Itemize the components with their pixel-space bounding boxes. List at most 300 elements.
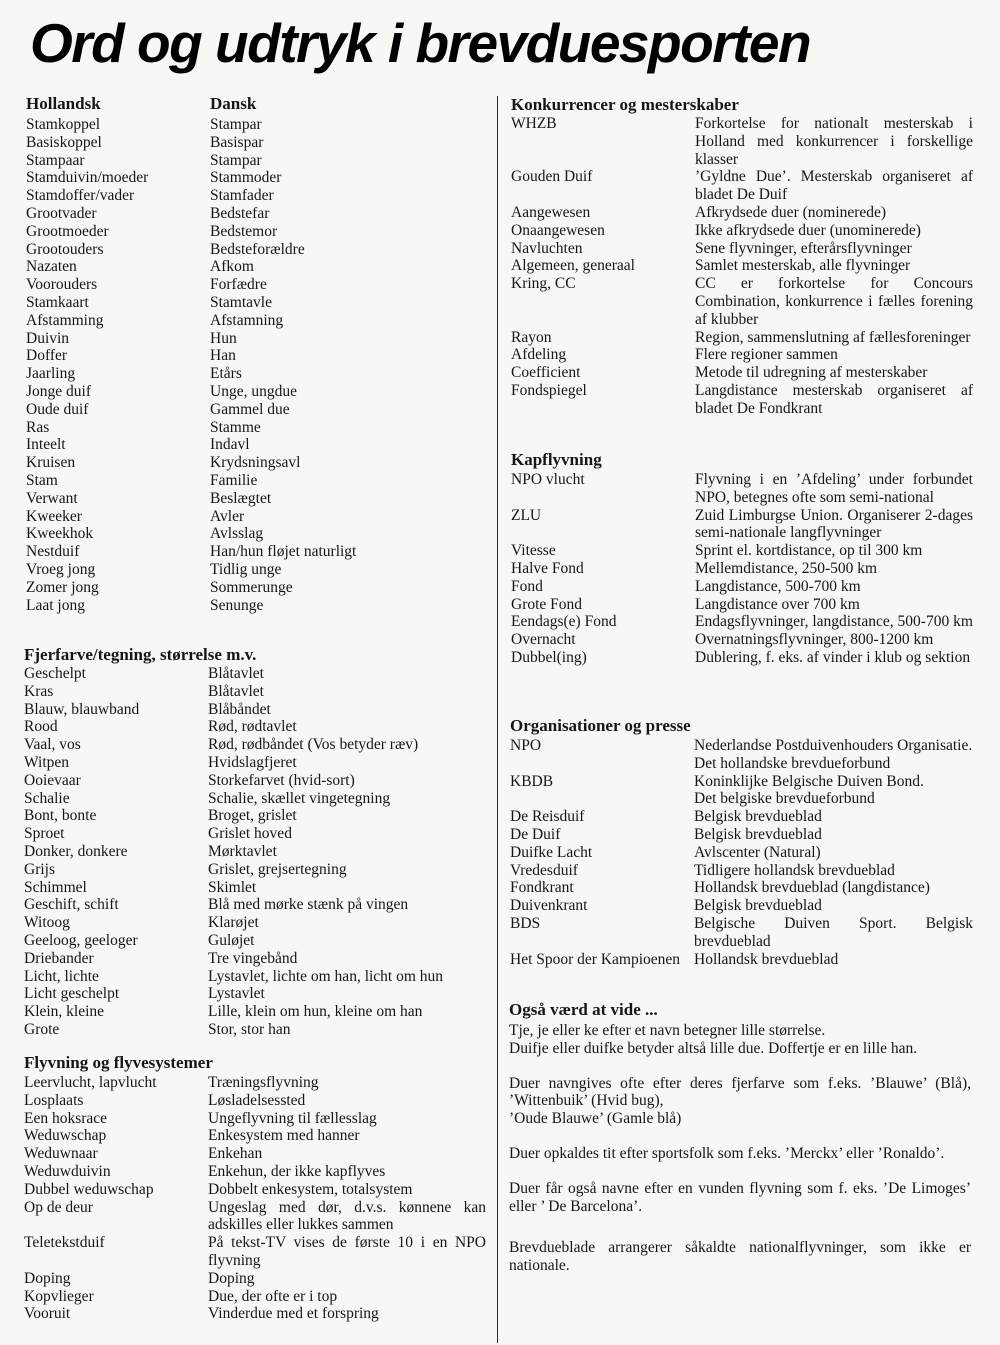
danish-term: Han/hun fløjet naturligt bbox=[210, 543, 357, 561]
paragraph: Brevdueblade arrangerer såkaldte nationalflyvninger, som ikke er nationale. bbox=[509, 1239, 971, 1275]
danish-term: Storkefarvet (hvid-sort) bbox=[208, 771, 355, 789]
page-title: Ord og udtryk i brevduesporten bbox=[30, 12, 811, 74]
term-row bbox=[26, 258, 486, 276]
dutch-term: Kopvlieger bbox=[24, 1287, 94, 1305]
fjerfarve-section bbox=[24, 644, 486, 1039]
term-row bbox=[24, 1288, 486, 1306]
dutch-term: Grijs bbox=[24, 860, 55, 878]
danish-term: Belgisk brevdueblad bbox=[694, 825, 822, 843]
danish-term: Rød, rødbåndet (Vos betyder ræv) bbox=[208, 736, 419, 754]
danish-term: Belgisk brevdueblad bbox=[694, 808, 822, 826]
danish-term: Stampar bbox=[210, 116, 262, 133]
term-row bbox=[24, 825, 486, 843]
dutch-term: Grootvader bbox=[26, 204, 97, 222]
danish-term: Stampar bbox=[210, 151, 262, 169]
danish-term: Stor, stor han bbox=[208, 1020, 291, 1038]
term-row bbox=[24, 1021, 486, 1039]
dutch-term: Nestduif bbox=[26, 543, 80, 561]
dutch-term: Duivin bbox=[26, 329, 70, 347]
dutch-term: Stamdoffer/vader bbox=[26, 187, 135, 205]
danish-term: Skimlet bbox=[208, 878, 257, 896]
dutch-term: WHZB bbox=[511, 115, 557, 132]
dutch-term: De Duif bbox=[510, 825, 561, 843]
dutch-term: Licht, lichte bbox=[24, 967, 99, 985]
danish-term: Ungeflyvning til fællesslag bbox=[208, 1109, 377, 1127]
dutch-term: Gouden Duif bbox=[511, 168, 593, 186]
term-row bbox=[511, 578, 973, 596]
term-row bbox=[511, 596, 973, 614]
danish-term: Overnatningsflyvninger, 800-1200 km bbox=[695, 631, 934, 649]
dutch-term: NPO bbox=[510, 737, 542, 754]
danish-term: Doping bbox=[208, 1269, 255, 1287]
term-row bbox=[26, 436, 486, 454]
dutch-term: BDS bbox=[510, 914, 541, 932]
dutch-term: Nazaten bbox=[26, 258, 77, 276]
danish-term: Tidligere hollandsk brevdueblad bbox=[694, 861, 895, 879]
term-row bbox=[26, 312, 486, 330]
danish-term: Koninklijke Belgische Duiven Bond. Det belgiske brevdueforbund bbox=[694, 772, 924, 808]
term-row bbox=[26, 401, 486, 419]
danish-term: Guløjet bbox=[208, 931, 255, 949]
term-row bbox=[511, 275, 973, 328]
dutch-term: Weduwschap bbox=[24, 1127, 107, 1145]
danish-term: Nederlandse Postduivenhouders Organisatie. Det hollandske brevdueforbund bbox=[694, 737, 973, 772]
dutch-term: Onaangewesen bbox=[511, 221, 605, 239]
danish-term: Avlsslag bbox=[210, 525, 264, 543]
term-row bbox=[26, 454, 486, 472]
dutch-term: Kweeker bbox=[26, 507, 82, 525]
danish-term: Schalie, skællet vingetegning bbox=[208, 789, 391, 807]
danish-term: Langdistance, 500-700 km bbox=[695, 577, 861, 595]
term-row bbox=[511, 649, 973, 667]
term-row bbox=[26, 579, 486, 597]
dutch-term: Weduwnaar bbox=[24, 1145, 98, 1163]
dutch-term: Eendags(e) Fond bbox=[511, 613, 617, 631]
term-row bbox=[24, 754, 486, 772]
term-row bbox=[24, 1305, 486, 1323]
dutch-term: Halve Fond bbox=[511, 559, 584, 577]
term-row bbox=[26, 525, 486, 543]
dutch-term: Het Spoor der Kampioenen bbox=[510, 950, 681, 968]
term-row bbox=[511, 613, 973, 631]
danish-term: Flere regioner sammen bbox=[695, 346, 838, 364]
dutch-term: Jaarling bbox=[26, 365, 76, 383]
term-row bbox=[24, 683, 486, 701]
dutch-term: Doping bbox=[24, 1269, 71, 1287]
organisationer-heading: Organisationer og presse bbox=[510, 716, 691, 735]
dutch-term: Kweekhok bbox=[26, 525, 94, 543]
danish-term: Broget, grislet bbox=[208, 807, 297, 825]
dutch-term: Inteelt bbox=[26, 436, 66, 454]
danish-term: Sommerunge bbox=[210, 578, 293, 596]
term-row bbox=[26, 597, 486, 615]
term-list bbox=[24, 1074, 486, 1323]
danish-term: Langdistance over 700 km bbox=[695, 595, 860, 613]
danish-term: Klarøjet bbox=[208, 914, 259, 932]
danish-term: Afkom bbox=[210, 258, 254, 276]
term-row bbox=[24, 896, 486, 914]
term-row bbox=[510, 844, 973, 862]
danish-term: Endagsflyvninger, langdistance, 500-700 km bbox=[695, 613, 973, 631]
term-row bbox=[26, 134, 486, 152]
danish-term: Lystavlet, lichte om han, licht om hun bbox=[208, 967, 444, 985]
term-row bbox=[26, 116, 486, 134]
danish-term: Blåbåndet bbox=[208, 700, 271, 718]
dutch-term: Doffer bbox=[26, 347, 68, 365]
term-row bbox=[26, 508, 486, 526]
danish-term: Dobbelt enkesystem, totalsystem bbox=[208, 1180, 413, 1198]
danish-term: Stamtavle bbox=[210, 293, 272, 311]
dutch-term: Schimmel bbox=[24, 878, 87, 896]
danish-term: Stamfader bbox=[210, 187, 274, 205]
danish-term: Samlet mesterskab, alle flyvninger bbox=[695, 257, 911, 275]
term-row bbox=[510, 862, 973, 880]
dutch-term: Klein, kleine bbox=[24, 1003, 105, 1021]
dutch-term: Geeloog, geeloger bbox=[24, 931, 138, 949]
term-list bbox=[510, 737, 973, 968]
term-row bbox=[24, 968, 486, 986]
term-row bbox=[511, 204, 973, 222]
term-list bbox=[26, 116, 486, 614]
flyvning-heading: Flyvning og flyvesystemer bbox=[24, 1053, 213, 1072]
term-row bbox=[511, 115, 973, 168]
dutch-term: Afdeling bbox=[511, 346, 567, 364]
danish-term: Enkehan bbox=[208, 1145, 263, 1163]
term-row bbox=[24, 718, 486, 736]
danish-term: Basispar bbox=[210, 133, 264, 151]
dutch-term: Verwant bbox=[26, 489, 78, 507]
term-row bbox=[24, 932, 486, 950]
dutch-term: Weduwduivin bbox=[24, 1162, 111, 1180]
term-row bbox=[24, 843, 486, 861]
term-row bbox=[24, 665, 486, 683]
term-row bbox=[511, 507, 973, 543]
term-row bbox=[510, 897, 973, 915]
dutch-term: Algemeen, generaal bbox=[511, 257, 635, 275]
danish-term: Dublering, f. eks. af vinder i klub og sektion bbox=[695, 648, 971, 666]
danish-term: Gammel due bbox=[210, 400, 290, 418]
danish-term: Blå med mørke stænk på vingen bbox=[208, 896, 409, 914]
term-row bbox=[24, 1270, 486, 1288]
danish-term: Belgisk brevdueblad bbox=[694, 897, 822, 915]
kapflyvning-section bbox=[511, 449, 973, 667]
term-row bbox=[24, 1110, 486, 1128]
term-row bbox=[510, 915, 973, 951]
dutch-term: Kring, CC bbox=[511, 275, 576, 293]
term-row bbox=[511, 382, 973, 418]
dutch-term: Fondkrant bbox=[510, 879, 574, 897]
konkurrencer-section bbox=[511, 94, 973, 418]
dutch-term: Schalie bbox=[24, 789, 70, 807]
danish-term: Metode til udregning af mesterskaber bbox=[695, 364, 928, 382]
dutch-term: Stamkaart bbox=[26, 293, 89, 311]
dutch-term: Een hoksrace bbox=[24, 1109, 108, 1127]
dutch-term: Kras bbox=[24, 682, 54, 700]
term-row bbox=[26, 241, 486, 259]
danish-term: Avler bbox=[210, 507, 245, 525]
danish-term: Tre vingebånd bbox=[208, 949, 298, 967]
danish-term: Beslægtet bbox=[210, 489, 272, 507]
danish-term: Sprint el. kortdistance, op til 300 km bbox=[695, 542, 923, 560]
dutch-term: Navluchten bbox=[511, 239, 583, 257]
danish-term: Ikke afkrydsede duer (unominerede) bbox=[695, 221, 921, 239]
dutch-term: Laat jong bbox=[26, 596, 85, 614]
term-row bbox=[26, 347, 486, 365]
term-row bbox=[26, 169, 486, 187]
term-row bbox=[24, 879, 486, 897]
danish-term: ’Gyldne Due’. Mesterskab organiseret af bladet De Duif bbox=[695, 168, 973, 204]
hollandsk-heading: Hollandsk bbox=[26, 94, 101, 113]
danish-term: Vinderdue med et forspring bbox=[208, 1305, 379, 1323]
danish-term: Rød, rødtavlet bbox=[208, 718, 297, 736]
paragraph: Duer får også navne efter en vunden flyvning som f. eks. ’De Limoges’ eller ’ De Barcelona’. bbox=[509, 1179, 971, 1215]
term-row bbox=[26, 152, 486, 170]
danish-term: Indavl bbox=[210, 436, 250, 454]
term-row bbox=[26, 276, 486, 294]
dutch-term: Geschelpt bbox=[24, 665, 86, 682]
danish-term: Senunge bbox=[210, 596, 264, 614]
dutch-term: Licht geschelpt bbox=[24, 985, 120, 1003]
term-row bbox=[510, 737, 973, 773]
dutch-term: Witoog bbox=[24, 914, 70, 932]
dutch-term: NPO vlucht bbox=[511, 471, 585, 488]
dutch-term: Oude duif bbox=[26, 400, 89, 418]
danish-term: Mellemdistance, 250-500 km bbox=[695, 559, 878, 577]
term-row bbox=[511, 168, 973, 204]
term-row bbox=[511, 222, 973, 240]
term-row bbox=[511, 346, 973, 364]
paragraph: Duer navngives ofte efter deres fjerfarve som f.eks. ’Blauwe’ (Blå), ’Wittenbuik’ (Hvid bug), ’Oude Blauwe’ (Gamle blå) bbox=[509, 1074, 971, 1128]
term-row bbox=[511, 257, 973, 275]
ogsaa-heading: Også værd at vide ... bbox=[509, 1000, 658, 1019]
term-row bbox=[24, 1234, 486, 1270]
danish-term: Bedstemor bbox=[210, 222, 278, 240]
term-row bbox=[26, 223, 486, 241]
danish-term: Afkrydsede duer (nominerede) bbox=[695, 203, 887, 221]
dutch-term: Rood bbox=[24, 718, 58, 736]
dutch-term: Vaal, vos bbox=[24, 736, 81, 754]
dutch-term: Stamkoppel bbox=[26, 116, 101, 133]
dutch-term: Duifke Lacht bbox=[510, 843, 593, 861]
term-row bbox=[511, 560, 973, 578]
dutch-term: Grootmoeder bbox=[26, 222, 109, 240]
dutch-term: Geschift, schift bbox=[24, 896, 119, 914]
dutch-term: Duivenkrant bbox=[510, 897, 588, 915]
dutch-term: Voorouders bbox=[26, 276, 98, 294]
danish-term: Bedsteforældre bbox=[210, 240, 305, 258]
dutch-term: Bont, bonte bbox=[24, 807, 97, 825]
term-row bbox=[26, 490, 486, 508]
danish-term: Zuid Limburgse Union. Organiserer 2-dages semi-nationale langflyvninger bbox=[695, 506, 973, 542]
danish-term: Grislet hoved bbox=[208, 825, 292, 843]
term-row bbox=[510, 773, 973, 809]
organisationer-section bbox=[510, 715, 973, 968]
danish-term: På tekst-TV vises de første 10 i en NPO flyvning bbox=[208, 1234, 486, 1269]
danish-term: Afstamning bbox=[210, 311, 284, 329]
term-row bbox=[26, 561, 486, 579]
danish-term: Hvidslagfjeret bbox=[208, 753, 297, 771]
dutch-term: Rayon bbox=[511, 328, 552, 346]
ogsaa-section bbox=[509, 999, 971, 1275]
dutch-term: Jonge duif bbox=[26, 382, 92, 400]
danish-term: Flyvning i en ’Afdeling’ under forbundet NPO, betegnes ofte som semi-national bbox=[695, 471, 973, 506]
danish-term: Forkortelse for nationalt mesterskab i Holland med konkurrencer i forskellige klasser bbox=[695, 115, 973, 168]
term-row bbox=[24, 1181, 486, 1199]
dutch-term: Kruisen bbox=[26, 454, 76, 472]
term-row bbox=[24, 807, 486, 825]
fjerfarve-heading: Fjerfarve/tegning, størrelse m.v. bbox=[24, 645, 257, 664]
dutch-term: Blauw, blauwband bbox=[24, 700, 140, 718]
term-row bbox=[510, 951, 973, 969]
konkurrencer-heading: Konkurrencer og mesterskaber bbox=[511, 95, 739, 114]
danish-term: Grislet, grejsertegning bbox=[208, 860, 347, 878]
danish-term: Han bbox=[210, 347, 236, 365]
dutch-term: Fondspiegel bbox=[511, 381, 587, 399]
dutch-term: De Reisduif bbox=[510, 808, 585, 826]
term-row bbox=[24, 1003, 486, 1021]
term-row bbox=[511, 364, 973, 382]
danish-term: Familie bbox=[210, 471, 258, 489]
danish-term: Avlscenter (Natural) bbox=[694, 843, 821, 861]
dutch-term: Vroeg jong bbox=[26, 560, 96, 578]
dutch-term: Ras bbox=[26, 418, 50, 436]
term-list bbox=[511, 471, 973, 667]
term-row bbox=[24, 950, 486, 968]
paragraph: Duer opkaldes tit efter sportsfolk som f.eks. ’Merckx’ eller ’Ronaldo’. bbox=[509, 1144, 945, 1162]
term-row bbox=[24, 1199, 486, 1235]
dutch-term: ZLU bbox=[511, 506, 542, 524]
term-row bbox=[511, 240, 973, 258]
term-row bbox=[24, 1163, 486, 1181]
term-row bbox=[24, 1092, 486, 1110]
column-divider bbox=[497, 96, 498, 1343]
term-row bbox=[510, 826, 973, 844]
danish-term: Etårs bbox=[210, 365, 242, 383]
danish-term: Hollandsk brevdueblad bbox=[694, 950, 839, 968]
danish-term: Lystavlet bbox=[208, 985, 265, 1003]
term-row bbox=[26, 365, 486, 383]
dutch-term: Vooruit bbox=[24, 1305, 71, 1323]
dutch-term: Stamduivin/moeder bbox=[26, 169, 149, 187]
dutch-term: Grote bbox=[24, 1020, 60, 1038]
term-row bbox=[511, 329, 973, 347]
term-row bbox=[26, 543, 486, 561]
dutch-term: Zomer jong bbox=[26, 578, 99, 596]
danish-term: Forfædre bbox=[210, 276, 267, 294]
dutch-term: Vredesduif bbox=[510, 861, 578, 879]
danish-term: Hollandsk brevdueblad (langdistance) bbox=[694, 879, 930, 897]
danish-term: Region, sammenslutning af fællesforeninger bbox=[695, 328, 971, 346]
term-row bbox=[26, 472, 486, 490]
danish-term: Blåtavlet bbox=[208, 665, 264, 682]
term-row bbox=[511, 471, 973, 507]
dutch-term: Stampaar bbox=[26, 151, 85, 169]
term-row bbox=[24, 861, 486, 879]
dutch-term: Op de deur bbox=[24, 1198, 93, 1216]
dutch-term: Stam bbox=[26, 471, 58, 489]
danish-term: Stammoder bbox=[210, 169, 282, 187]
dansk-heading: Dansk bbox=[210, 94, 257, 113]
danish-term: Enkehun, der ikke kapflyves bbox=[208, 1162, 386, 1180]
dutch-term: Grote Fond bbox=[511, 595, 583, 613]
term-row bbox=[24, 1127, 486, 1145]
danish-term: Enkesystem med hanner bbox=[208, 1127, 360, 1145]
dutch-term: Fond bbox=[511, 577, 543, 595]
danish-term: Blåtavlet bbox=[208, 682, 264, 700]
danish-term: Unge, ungdue bbox=[210, 382, 297, 400]
term-row bbox=[511, 631, 973, 649]
dutch-term: Dubbel weduwschap bbox=[24, 1180, 154, 1198]
paragraph: Tje, je eller ke efter et navn betegner lille størrelse. Duifje eller duifke betyder altså lille due. Doffertje er en lille han. bbox=[509, 1022, 918, 1057]
danish-term: Hun bbox=[210, 329, 237, 347]
danish-term: Lille, klein om hun, kleine om han bbox=[208, 1003, 423, 1021]
term-row bbox=[26, 205, 486, 223]
term-row bbox=[24, 1145, 486, 1163]
general-section bbox=[26, 93, 486, 614]
danish-term: Due, der ofte er i top bbox=[208, 1287, 338, 1305]
dutch-term: Witpen bbox=[24, 753, 70, 771]
dutch-term: Sproet bbox=[24, 825, 65, 843]
term-row bbox=[26, 294, 486, 312]
danish-term: Stamme bbox=[210, 418, 261, 436]
dutch-term: Teletekstduif bbox=[24, 1234, 105, 1252]
term-row bbox=[510, 879, 973, 897]
term-row bbox=[24, 985, 486, 1003]
dutch-term: Coefficient bbox=[511, 364, 581, 382]
term-row bbox=[26, 330, 486, 348]
term-row bbox=[24, 772, 486, 790]
danish-term: Belgische Duiven Sport. Belgisk brevdueblad bbox=[694, 914, 973, 950]
dutch-term: Overnacht bbox=[511, 631, 576, 649]
danish-term: Ungeslag med dør, d.v.s. kønnene kan adskilles eller lukkes sammen bbox=[208, 1198, 486, 1234]
ogsaa-paragraphs bbox=[509, 1022, 971, 1275]
danish-term: Løsladelsessted bbox=[208, 1091, 306, 1109]
term-row bbox=[24, 1074, 486, 1092]
dutch-term: Dubbel(ing) bbox=[511, 648, 587, 666]
danish-term: Sene flyvninger, efterårsflyvninger bbox=[695, 239, 912, 257]
term-row bbox=[24, 914, 486, 932]
dutch-term: Losplaats bbox=[24, 1091, 84, 1109]
term-row bbox=[510, 808, 973, 826]
kapflyvning-heading: Kapflyvning bbox=[511, 450, 602, 469]
danish-term: Træningsflyvning bbox=[208, 1074, 319, 1091]
dutch-term: Basiskoppel bbox=[26, 133, 102, 151]
danish-term: Krydsningsavl bbox=[210, 454, 301, 472]
danish-term: Bedstefar bbox=[210, 204, 270, 222]
dutch-term: Driebander bbox=[24, 949, 94, 967]
dutch-term: Leervlucht, lapvlucht bbox=[24, 1074, 157, 1091]
term-list bbox=[511, 115, 973, 418]
dutch-term: Grootouders bbox=[26, 240, 104, 258]
term-row bbox=[26, 419, 486, 437]
term-list bbox=[24, 665, 486, 1039]
term-row bbox=[26, 187, 486, 205]
term-row bbox=[24, 736, 486, 754]
danish-term: Tidlig unge bbox=[210, 560, 282, 578]
dutch-term: Ooievaar bbox=[24, 771, 81, 789]
term-row bbox=[24, 701, 486, 719]
dutch-term: KBDB bbox=[510, 772, 554, 790]
term-row bbox=[26, 383, 486, 401]
flyvning-section bbox=[24, 1052, 486, 1323]
term-row bbox=[24, 790, 486, 808]
dutch-term: Donker, donkere bbox=[24, 842, 128, 860]
dutch-term: Afstamming bbox=[26, 311, 104, 329]
term-row bbox=[511, 542, 973, 560]
dutch-term: Vitesse bbox=[511, 542, 556, 560]
dutch-term: Aangewesen bbox=[511, 203, 591, 221]
danish-term: Langdistance mesterskab organiseret af bladet De Fondkrant bbox=[695, 381, 973, 417]
